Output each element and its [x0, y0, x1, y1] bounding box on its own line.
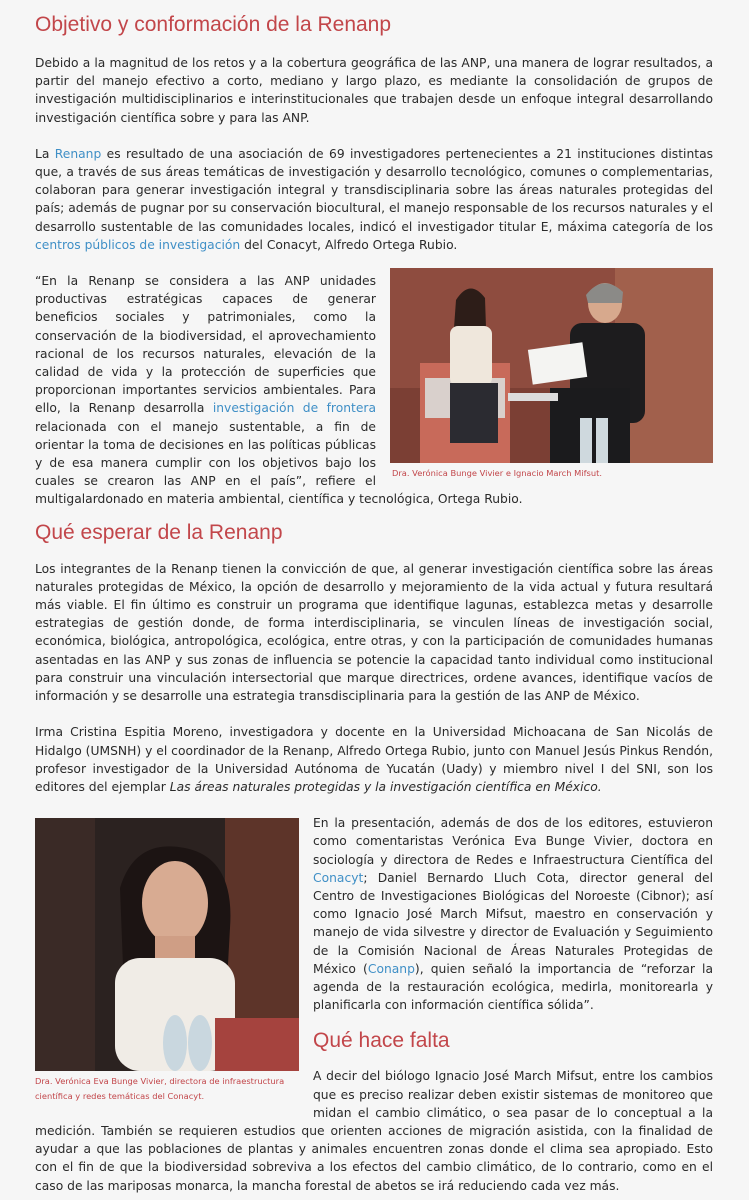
- portrait-photo-caption: Dra. Verónica Eva Bunge Vivier, directora de infraestructura científica y redes temáticas del Conacyt.: [35, 1076, 285, 1102]
- paragraph-esperar-3: En la presentación, además de dos de los editores, estuvieron como comentaristas Verónica Eva Bunge Vivier, doctora en sociología y directora de Redes e Infraestructura Científica del Conacyt; Daniel Bernardo Lluch Cota, director general del Centro de Investigaciones Biológicas del Noroeste (Cibnor); así como Ignacio José March Mifsut, maestro en conservación y manejo de vida silvestre y director de Evaluación y Seguimiento de la Comisión Nacional de Áreas Naturales Protegidas de México (Conanp), quien señaló la importancia de “reforzar la agenda de la restauración ecológica, medirla, monitorearla y planificarla con información científica sólida”.: [313, 816, 713, 1013]
- investigacion-frontera-link[interactable]: investigación de frontera: [212, 401, 377, 416]
- portrait-photo: [35, 818, 299, 1071]
- quote-paragraph: “En la Renanp se considera a las ANP unidades productivas estratégicas capaces de generar beneficios sociales y patrimoniales, como la conservación de la biodiversidad, el aprovechamiento racional de los recursos naturales, elevación de la calidad de vida y la protección de superficies que proporcionan importantes servicios ambientales. Para ello, la Renanp desarrolla investigación de frontera relacionada con el manejo sustentable, a fin de orientar la toma de decisiones en las políticas públicas y de esa manera cumplir con los objetivos bajo los cuales se crearon las ANP en el país”, refiere el multigalardonado en materia ambiental, científica y tecnológica, Ortega Rubio.: [35, 274, 523, 507]
- renanp-link[interactable]: Renanp: [54, 146, 102, 161]
- heading-esperar: Qué esperar de la Renanp: [35, 520, 283, 544]
- conacyt-link[interactable]: Conacyt: [313, 870, 364, 885]
- paragraph-objetivo-2: La Renanp es resultado de una asociación de 69 investigadores pertenecientes a 21 instituciones distintas que, a través de sus áreas temáticas de investigación y desarrollo tecnológico, comunes o complementarias, colaboran para generar investigación integral y transdisciplinaria sobre las áreas naturales protegidas del país; además de pugnar por su conservación biocultural, el manejo responsable de los recursos naturales y el desarrollo sustentable de las comunidades locales, indicó el investigador titular E, máxima categoría de los centros públicos de investigación del Conacyt, Alfredo Ortega Rubio.: [35, 146, 714, 252]
- centros-publicos-link[interactable]: centros públicos de investigación: [35, 237, 241, 252]
- paragraph-objetivo-1: Debido a la magnitud de los retos y a la cobertura geográfica de las ANP, una manera de lograr resultados, a partir del manejo efectivo a corto, mediano y largo plazo, es mediante la consolidación de grupos de investigación multidisciplinarios e interinstitucionales que trabajen desde un enfoque integral desarrollando investigación científica sobre y para las ANP.: [35, 56, 713, 125]
- conanp-link[interactable]: Conanp: [367, 961, 415, 976]
- panel-photo-caption: Dra. Verónica Bunge Vivier e Ignacio March Mifsut.: [392, 468, 602, 479]
- heading-objetivo: Objetivo y conformación de la Renanp: [35, 13, 392, 36]
- figure-portrait-photo: [35, 818, 299, 1104]
- paragraph-esperar-2: Irma Cristina Espitia Moreno, investigadora y docente en la Universidad Michoacana de San Nicolás de Hidalgo (UMSNH) y el coordinador de la Renanp, Alfredo Ortega Rubio, junto con Manuel Jesús Pinkus Rendón, profesor investigador de la Universidad Autónoma de Yucatán (Uady) y miembro nivel I del SNI, son los editores del ejemplar Las áreas naturales protegidas y la investigación científica en México.: [35, 725, 713, 794]
- figure-panel-photo: [390, 268, 713, 481]
- panel-photo-image: [390, 268, 713, 463]
- panel-photo: [390, 268, 713, 463]
- paragraph-esperar-1: Los integrantes de la Renanp tienen la convicción de que, al generar investigación científica sobre las áreas naturales protegidas de México, la opción de desarrollo y mejoramiento de la vida actual y futura resultará más viable. El fin último es construir un programa que identifique lagunas, establezca metas y desarrolle estrategias de gestión donde, de forma interdisciplinaria, se vinculen líneas de investigación social, económica, biológica, antropológica, ecológica, entre otras, y con la participación de comunidades humanas asentadas en las ANP y sus zonas de influencia se potencie la capacidad tanto individual como institucional para construir una vinculación intersectorial que marque directrices, ordene avances, identifique vacíos de información y se desarrolle una estrategia transdisciplinaria para la gestión de las ANP de México.: [35, 561, 713, 704]
- portrait-photo-image: [35, 818, 299, 1071]
- heading-falta: Qué hace falta: [313, 1029, 450, 1053]
- paragraph-falta-1: A decir del biólogo Ignacio José March Mifsut, entre los cambios que es preciso realizar deben existir sistemas de monitoreo que midan el cambio climático, o sea pasar de lo conceptual a la medición. También se requieren estudios que orienten acciones de migración asistida, con la finalidad de ayudar a que las poblaciones de plantas y animales encuentren zonas donde el clima sea apropiado. Esto con el fin de que la biodiversidad sobreviva a los efectos del cambio climático, de lo contrario, como en el caso de las mariposas monarca, la mancha forestal de abetos se irá reduciendo cada vez más.: [35, 1069, 713, 1193]
